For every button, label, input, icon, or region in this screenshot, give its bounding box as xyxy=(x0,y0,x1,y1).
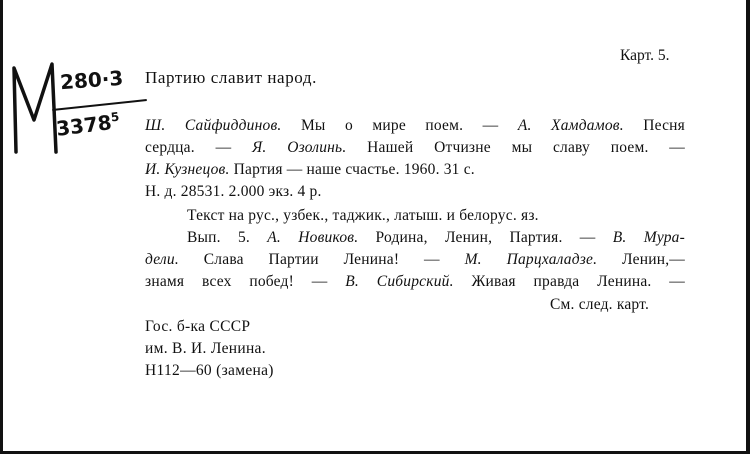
card-author-name: А. Новиков. xyxy=(267,229,359,246)
card-body-line xyxy=(145,273,685,291)
card-author-name: М. Парцхаладзе. xyxy=(464,251,598,268)
card-text: См. след. карт. xyxy=(550,296,650,313)
card-author-name: дели. xyxy=(145,251,179,268)
card-author-name: А. Хамдамов. xyxy=(517,117,624,134)
card-author-name: Ш. Сайфиддинов. xyxy=(145,117,282,134)
card-body-line xyxy=(187,207,539,225)
card-text: Слава Партии Ленина! — xyxy=(178,251,465,268)
card-body-line xyxy=(187,229,685,247)
card-body-line xyxy=(550,296,649,314)
card-text: Н. д. 28531. 2.000 экз. 4 р. xyxy=(145,183,322,200)
card-body-line xyxy=(145,251,685,269)
card-text: Живая правда Ленина. — xyxy=(453,273,685,290)
card-title: Партию славит народ. xyxy=(145,68,318,87)
card-body-line xyxy=(145,117,685,135)
library-line-2: им. В. И. Ленина. xyxy=(145,340,266,357)
call-number-divider xyxy=(52,99,147,111)
card-text: Нашей Отчизне мы славу поем. — xyxy=(346,139,685,156)
card-author-name: В. Мура- xyxy=(612,229,685,246)
call-number-top: 280·3 xyxy=(59,65,125,95)
card-text: Ленин,— xyxy=(597,251,685,268)
card-text: Родина, Ленин, Партия. — xyxy=(358,229,613,246)
handwritten-bracket-mark xyxy=(8,60,63,155)
card-author-name: И. Кузнецов. xyxy=(145,161,230,178)
card-right-border xyxy=(746,0,750,454)
card-text: Партия — наше счастье. 1960. 31 с. xyxy=(229,161,475,178)
card-text: Вып. 5. xyxy=(187,229,268,246)
library-line-1: Гос. б-ка СССР xyxy=(145,318,251,335)
card-text: Текст на рус., узбек., таджик., латыш. и белорус. яз. xyxy=(187,207,539,224)
card-author-name: Я. Озолинь. xyxy=(252,139,347,156)
card-text: сердца. — xyxy=(145,139,253,156)
call-number-bottom-value: 3378 xyxy=(54,110,113,141)
card-number: Карт. 5. xyxy=(620,47,670,64)
call-number-bottom xyxy=(55,109,121,141)
card-text: знамя всех побед! — xyxy=(145,273,346,290)
card-body-line xyxy=(145,161,475,179)
library-line-3: Н112—60 (замена) xyxy=(145,362,274,379)
card-text: Мы о мире поем. — xyxy=(281,117,518,134)
card-text: Песня xyxy=(623,117,686,134)
card-author-name: В. Сибирский. xyxy=(345,273,454,290)
call-number-mark: 5 xyxy=(110,109,121,125)
card-left-border xyxy=(0,0,3,454)
card-body-line xyxy=(145,139,685,157)
card-body-line xyxy=(145,183,322,201)
